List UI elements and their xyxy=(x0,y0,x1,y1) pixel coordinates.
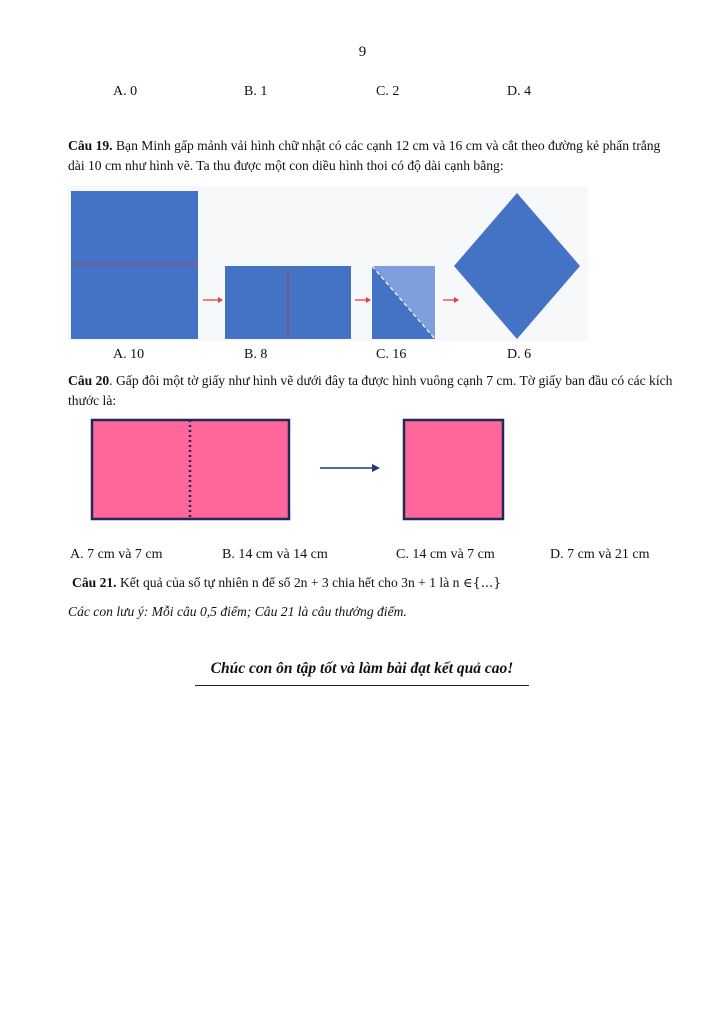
question-21-text: Kết quả của số tự nhiên n để số 2n + 3 chia hết cho 3n + 1 là n xyxy=(119,575,460,590)
question-21-set: ∈{...} xyxy=(462,576,502,591)
q19-option-b: B. 8 xyxy=(244,347,268,362)
prev-option-d: D. 4 xyxy=(507,84,532,99)
question-20-label: Câu 20 xyxy=(68,373,110,388)
prev-option-a: A. 0 xyxy=(113,84,138,99)
q20-option-d: D. 7 cm và 21 cm xyxy=(550,547,650,562)
page-number: 9 xyxy=(358,44,367,60)
question-19 xyxy=(68,136,678,176)
arrow-right xyxy=(320,464,380,472)
question-20-text: . Gấp đôi một tờ giấy như hình vẽ dưới đây ta được hình vuông cạnh 7 cm. Tờ giấy ban đầu có các kích thước là: xyxy=(68,373,673,408)
q19-option-c: C. 16 xyxy=(376,347,407,362)
prev-option-b: B. 1 xyxy=(244,84,268,99)
q20-option-b: B. 14 cm và 14 cm xyxy=(222,547,328,562)
prev-option-c: C. 2 xyxy=(376,84,400,99)
q20-option-c: C. 14 cm và 7 cm xyxy=(396,547,495,562)
paper-rectangle xyxy=(92,420,289,519)
question-21 xyxy=(72,574,501,593)
question-19-label: Câu 19. xyxy=(68,138,113,153)
paper-square xyxy=(404,420,503,519)
kite-folding-figure xyxy=(68,186,588,341)
question-19-text: Bạn Minh gấp mảnh vải hình chữ nhật có các cạnh 12 cm và 16 cm và cắt theo đường kẻ phấn trắng dài 10 cm như hình vẽ. Ta thu được một con diều hình thoi có độ dài cạnh bằng: xyxy=(68,138,661,173)
closing-underline xyxy=(195,685,529,686)
question-21-label: Câu 21. xyxy=(72,575,117,590)
q19-option-d: D. 6 xyxy=(507,347,532,362)
q19-option-a: A. 10 xyxy=(113,347,145,362)
paper-folding-figure xyxy=(70,412,510,524)
q20-option-a: A. 7 cm và 7 cm xyxy=(70,547,163,562)
question-20 xyxy=(68,371,678,411)
folded-square xyxy=(372,266,435,339)
fabric-rectangle xyxy=(71,191,198,339)
scoring-note: Các con lưu ý: Mỗi câu 0,5 điểm; Câu 21 là câu thưởng điểm. xyxy=(68,604,407,619)
closing-message: Chúc con ôn tập tốt và làm bài đạt kết quả cao! xyxy=(210,660,514,677)
